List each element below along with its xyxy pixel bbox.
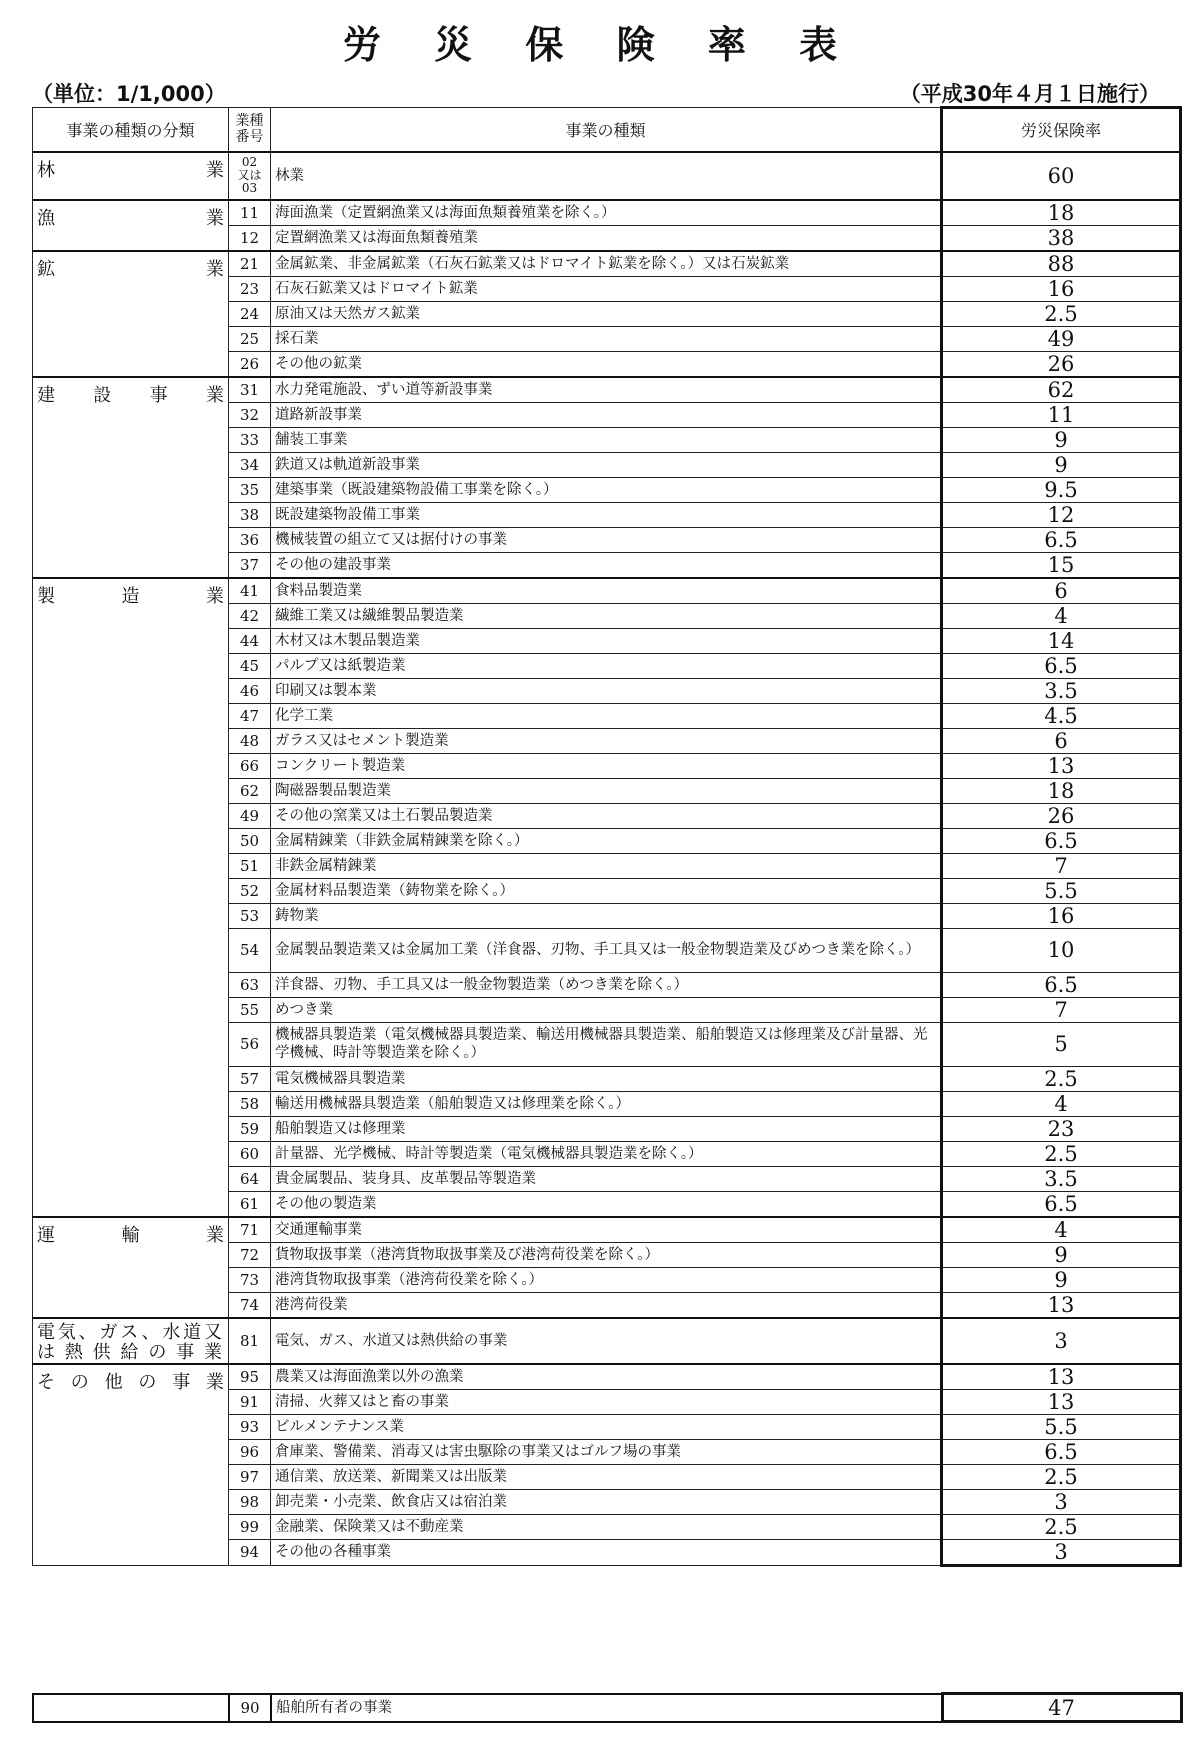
rate-cell: 2.5 (942, 301, 1181, 326)
rate-cell: 6.5 (942, 527, 1181, 552)
rate-cell: 4 (942, 1091, 1181, 1116)
code-cell: 42 (229, 603, 271, 628)
table-row (33, 578, 1181, 604)
rate-cell: 18 (942, 200, 1181, 226)
type-cell: 機械器具製造業（電気機械器具製造業、輸送用機械器具製造業、船舶製造又は修理業及び計量器、光学機械、時計等製造業を除く。） (271, 1022, 942, 1066)
type-cell: 交通運輸事業 (271, 1217, 942, 1243)
type-cell: 通信業、放送業、新聞業又は出版業 (271, 1464, 942, 1489)
type-cell: その他の窯業又は土石製品製造業 (271, 803, 942, 828)
type-cell: その他の製造業 (271, 1191, 942, 1217)
rate-cell: 38 (942, 225, 1181, 251)
rate-cell: 10 (942, 928, 1181, 972)
type-cell: 輸送用機械器具製造業（船舶製造又は修理業を除く。） (271, 1091, 942, 1116)
rate-cell: 3 (942, 1318, 1181, 1364)
rate-cell: 6 (942, 578, 1181, 604)
code-cell: 47 (229, 703, 271, 728)
type-cell: 機械装置の組立て又は据付けの事業 (271, 527, 942, 552)
code-cell: 33 (229, 427, 271, 452)
rate-cell: 49 (942, 326, 1181, 351)
code-cell: 35 (229, 477, 271, 502)
rate-cell: 23 (942, 1116, 1181, 1141)
rate-cell: 13 (942, 1364, 1181, 1390)
code-cell: 81 (229, 1318, 271, 1364)
code-cell: 91 (229, 1389, 271, 1414)
rate-cell: 6 (942, 728, 1181, 753)
table-row (33, 1318, 1181, 1364)
table-row (33, 1217, 1181, 1243)
table-row (33, 1364, 1181, 1390)
code-cell: 58 (229, 1091, 271, 1116)
type-cell: その他の鉱業 (271, 351, 942, 377)
rate-cell: 6.5 (942, 972, 1181, 997)
effective-date: （平成30年４月１日施行） (899, 82, 1160, 106)
code-cell: 41 (229, 578, 271, 604)
rate-cell: 4 (942, 1217, 1181, 1243)
rate-cell: 6.5 (942, 828, 1181, 853)
category-label: 建設事業 (37, 384, 224, 406)
rate-cell: 15 (942, 552, 1181, 578)
table-row (33, 1694, 1181, 1722)
table-row (33, 377, 1181, 403)
type-cell: その他の各種事業 (271, 1539, 942, 1565)
code-cell: 97 (229, 1464, 271, 1489)
category-label: 運輸業 (37, 1224, 224, 1246)
type-cell: その他の建設事業 (271, 552, 942, 578)
code-cell: 21 (229, 251, 271, 277)
type-cell: 印刷又は製本業 (271, 678, 942, 703)
header-type: 事業の種類 (271, 108, 942, 152)
code-cell: 51 (229, 853, 271, 878)
type-cell: ガラス又はセメント製造業 (271, 728, 942, 753)
code-cell: 48 (229, 728, 271, 753)
rate-cell: 13 (942, 753, 1181, 778)
rate-cell: 7 (942, 853, 1181, 878)
category-label: 林業 (37, 159, 224, 181)
code-cell: 34 (229, 452, 271, 477)
category-cell (33, 1217, 229, 1318)
code-cell: 36 (229, 527, 271, 552)
rate-cell: 9.5 (942, 477, 1181, 502)
rate-cell: 9 (942, 452, 1181, 477)
rate-cell: 5.5 (942, 1414, 1181, 1439)
code-cell: 96 (229, 1439, 271, 1464)
rate-cell: 3 (942, 1539, 1181, 1565)
type-cell: 舗装工事業 (271, 427, 942, 452)
rate-cell: 2.5 (942, 1141, 1181, 1166)
rate-cell: 5 (942, 1022, 1181, 1066)
type-cell: 港湾荷役業 (271, 1292, 942, 1318)
code-cell: 98 (229, 1489, 271, 1514)
rate-cell: 16 (942, 903, 1181, 928)
code-cell: 38 (229, 502, 271, 527)
category-cell (33, 200, 229, 251)
code-cell: 26 (229, 351, 271, 377)
category-cell (33, 152, 229, 200)
type-cell: 石灰石鉱業又はドロマイト鉱業 (271, 276, 942, 301)
rate-cell: 26 (942, 803, 1181, 828)
code-cell: 45 (229, 653, 271, 678)
rate-cell: 26 (942, 351, 1181, 377)
code-cell: 93 (229, 1414, 271, 1439)
type-cell: 建築事業（既設建築物設備工事業を除く。） (271, 477, 942, 502)
code-cell: 11 (229, 200, 271, 226)
code-cell: 71 (229, 1217, 271, 1243)
type-cell: 陶磁器製品製造業 (271, 778, 942, 803)
category-cell (33, 251, 229, 377)
rate-cell: 60 (942, 152, 1181, 200)
rate-cell: 4.5 (942, 703, 1181, 728)
rate-table-body (33, 152, 1181, 1566)
type-cell: 卸売業・小売業、飲食店又は宿泊業 (271, 1489, 942, 1514)
category-label: 製造業 (37, 585, 224, 607)
type-cell: 木材又は木製品製造業 (271, 628, 942, 653)
type-cell: 電気、ガス、水道又は熱供給の事業 (271, 1318, 942, 1364)
type-cell: 水力発電施設、ずい道等新設事業 (271, 377, 942, 403)
rate-cell: 6.5 (942, 1439, 1181, 1464)
type-cell: ビルメンテナンス業 (271, 1414, 942, 1439)
category-label: 電気、ガス、水道又は熱供給の事業 (37, 1321, 224, 1363)
code-cell: 73 (229, 1267, 271, 1292)
type-cell: 既設建築物設備工事業 (271, 502, 942, 527)
code-cell: 63 (229, 972, 271, 997)
rate-table (32, 106, 1182, 1567)
type-cell: 貴金属製品、装身具、皮革製品等製造業 (271, 1166, 942, 1191)
code-cell: 50 (229, 828, 271, 853)
header-category: 事業の種類の分類 (33, 108, 229, 152)
code-cell: 62 (229, 778, 271, 803)
code-cell: 95 (229, 1364, 271, 1390)
type-cell: 食料品製造業 (271, 578, 942, 604)
rate-cell: 11 (942, 402, 1181, 427)
type-cell: 鋳物業 (271, 903, 942, 928)
code-cell: 99 (229, 1514, 271, 1539)
category-cell (33, 1694, 229, 1722)
type-cell: 海面漁業（定置網漁業又は海面魚類養殖業を除く。） (271, 200, 942, 226)
type-cell: 採石業 (271, 326, 942, 351)
category-cell (33, 377, 229, 578)
code-cell: 53 (229, 903, 271, 928)
code-cell: 56 (229, 1022, 271, 1066)
code-cell: 57 (229, 1066, 271, 1091)
code-cell: 52 (229, 878, 271, 903)
table-row (33, 200, 1181, 226)
page-title: 労 災 保 険 率 表 (342, 23, 858, 67)
type-cell: 鉄道又は軌道新設事業 (271, 452, 942, 477)
rate-cell: 16 (942, 276, 1181, 301)
rate-cell: 12 (942, 502, 1181, 527)
type-cell: 港湾貨物取扱事業（港湾荷役業を除く。） (271, 1267, 942, 1292)
rate-cell: 7 (942, 997, 1181, 1022)
rate-cell: 9 (942, 1242, 1181, 1267)
code-cell: 44 (229, 628, 271, 653)
code-cell: 46 (229, 678, 271, 703)
code-cell: 59 (229, 1116, 271, 1141)
rate-cell: 62 (942, 377, 1181, 403)
code-cell: 24 (229, 301, 271, 326)
type-cell: 金属製品製造業又は金属加工業（洋食器、刃物、手工具又は一般金物製造業及びめつき業を除く。） (271, 928, 942, 972)
code-cell: 25 (229, 326, 271, 351)
type-cell: 定置網漁業又は海面魚類養殖業 (271, 225, 942, 251)
rate-cell: 9 (942, 1267, 1181, 1292)
category-cell (33, 578, 229, 1217)
code-cell: 64 (229, 1166, 271, 1191)
type-cell: 原油又は天然ガス鉱業 (271, 301, 942, 326)
code-cell: 37 (229, 552, 271, 578)
unit-note: （単位：1/1,000） (32, 82, 226, 106)
type-cell: 船舶製造又は修理業 (271, 1116, 942, 1141)
rate-cell: 6.5 (942, 653, 1181, 678)
code-cell: 02 又は 03 (229, 152, 271, 200)
rate-cell: 47 (942, 1694, 1181, 1722)
rate-cell: 2.5 (942, 1066, 1181, 1091)
code-cell: 61 (229, 1191, 271, 1217)
code-cell: 31 (229, 377, 271, 403)
code-cell: 94 (229, 1539, 271, 1565)
rate-cell: 2.5 (942, 1514, 1181, 1539)
type-cell: 道路新設事業 (271, 402, 942, 427)
type-cell: パルプ又は紙製造業 (271, 653, 942, 678)
type-cell: めつき業 (271, 997, 942, 1022)
type-cell: 清掃、火葬又はと畜の事業 (271, 1389, 942, 1414)
rate-cell: 4 (942, 603, 1181, 628)
category-label: 漁業 (37, 207, 224, 229)
type-cell: 洋食器、刃物、手工具又は一般金物製造業（めつき業を除く。） (271, 972, 942, 997)
rate-cell: 88 (942, 251, 1181, 277)
category-label: その他の事業 (37, 1371, 224, 1393)
rate-cell: 5.5 (942, 878, 1181, 903)
rate-cell: 2.5 (942, 1464, 1181, 1489)
code-cell: 55 (229, 997, 271, 1022)
rate-cell: 13 (942, 1389, 1181, 1414)
rate-cell: 3 (942, 1489, 1181, 1514)
type-cell: 農業又は海面漁業以外の漁業 (271, 1364, 942, 1390)
type-cell: 船舶所有者の事業 (271, 1694, 942, 1722)
type-cell: 非鉄金属精錬業 (271, 853, 942, 878)
code-cell: 32 (229, 402, 271, 427)
extra-table (32, 1692, 1183, 1723)
code-cell: 49 (229, 803, 271, 828)
type-cell: 金属鉱業、非金属鉱業（石灰石鉱業又はドロマイト鉱業を除く。）又は石炭鉱業 (271, 251, 942, 277)
rate-cell: 6.5 (942, 1191, 1181, 1217)
code-cell: 66 (229, 753, 271, 778)
code-cell: 90 (229, 1694, 271, 1722)
rate-cell: 18 (942, 778, 1181, 803)
code-cell: 74 (229, 1292, 271, 1318)
rate-cell: 9 (942, 427, 1181, 452)
type-cell: 金属精錬業（非鉄金属精錬業を除く。） (271, 828, 942, 853)
code-cell: 23 (229, 276, 271, 301)
type-cell: 計量器、光学機械、時計等製造業（電気機械器具製造業を除く。） (271, 1141, 942, 1166)
type-cell: 繊維工業又は繊維製品製造業 (271, 603, 942, 628)
type-cell: 化学工業 (271, 703, 942, 728)
header-rate: 労災保険率 (942, 108, 1181, 152)
type-cell: 倉庫業、警備業、消毒又は害虫駆除の事業又はゴルフ場の事業 (271, 1439, 942, 1464)
type-cell: コンクリート製造業 (271, 753, 942, 778)
rate-cell: 3.5 (942, 678, 1181, 703)
type-cell: 金融業、保険業又は不動産業 (271, 1514, 942, 1539)
code-cell: 12 (229, 225, 271, 251)
type-cell: 林業 (271, 152, 942, 200)
type-cell: 電気機械器具製造業 (271, 1066, 942, 1091)
rate-cell: 3.5 (942, 1166, 1181, 1191)
code-cell: 54 (229, 928, 271, 972)
type-cell: 金属材料品製造業（鋳物業を除く。） (271, 878, 942, 903)
table-row (33, 251, 1181, 277)
type-cell: 貨物取扱事業（港湾貨物取扱事業及び港湾荷役業を除く。） (271, 1242, 942, 1267)
rate-cell: 13 (942, 1292, 1181, 1318)
category-label: 鉱業 (37, 258, 224, 280)
category-cell (33, 1364, 229, 1566)
code-cell: 72 (229, 1242, 271, 1267)
category-cell (33, 1318, 229, 1364)
code-cell: 60 (229, 1141, 271, 1166)
header-code: 業種 番号 (229, 108, 271, 152)
rate-cell: 14 (942, 628, 1181, 653)
table-row (33, 152, 1181, 200)
